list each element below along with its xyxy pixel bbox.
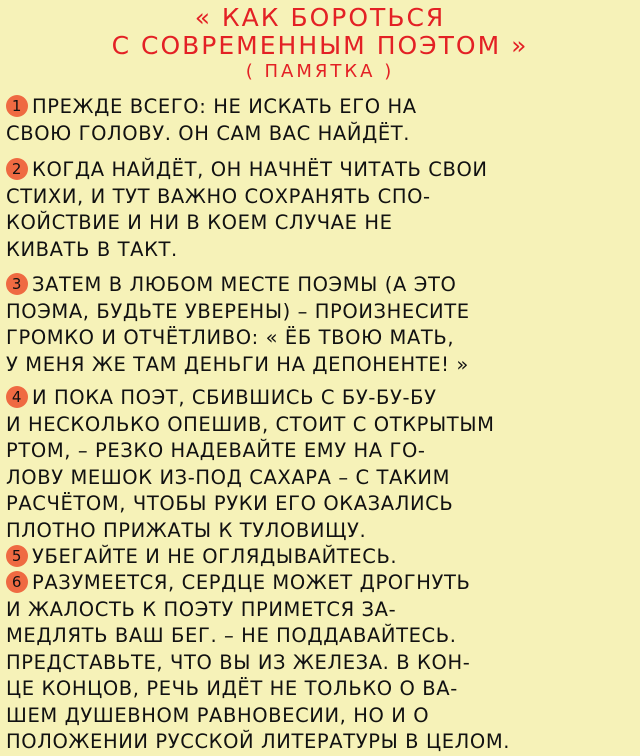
item-6 (6, 570, 634, 756)
item-text: И ПОКА ПОЭТ, СБИВШИСЬ С БУ-БУ-БУ (32, 386, 437, 409)
number-badge: 3 (6, 273, 28, 295)
item-line (6, 272, 634, 299)
item-line: ПОЛОЖЕНИИ РУССКОЙ ЛИТЕРАТУРЫ В ЦЕЛОМ. (6, 730, 511, 753)
item-line: ПЛОТНО ПРИЖАТЫ К ТУЛОВИЩУ. (6, 518, 367, 542)
item-line: РАСЧЁТОМ, ЧТОБЫ РУКИ ЕГО ОКАЗАЛИСЬ (6, 492, 454, 515)
item-line (6, 385, 634, 412)
item-line: ПОЭМА, БУДЬТЕ УВЕРЕНЫ) – ПРОИЗНЕСИТЕ (6, 299, 470, 323)
item-3 (6, 272, 634, 378)
item-line: СВОЮ ГОЛОВУ. ОН САМ ВАС НАЙДЁТ. (6, 121, 411, 145)
item-5 (6, 544, 634, 571)
item-line: ЛОВУ МЕШОК ИЗ-ПОД САХАРА – С ТАКИМ (6, 465, 451, 489)
item-line: ПРЕДСТАВЬТЕ, ЧТО ВЫ ИЗ ЖЕЛЕЗА. В КОН- (6, 650, 471, 674)
item-line (6, 570, 634, 597)
item-line: И НЕСКОЛЬКО ОПЕШИВ, СТОИТ С ОТКРЫТЫМ (6, 412, 495, 436)
item-2 (6, 157, 634, 263)
item-line: ГРОМКО И ОТЧЁТЛИВО: « ЁБ ТВОЮ МАТЬ, (6, 326, 455, 349)
item-line (6, 94, 634, 121)
item-text: РАЗУМЕЕТСЯ, СЕРДЦЕ МОЖЕТ ДРОГНУТЬ (32, 571, 471, 594)
number-badge: 6 (6, 571, 28, 593)
title-block (0, 0, 640, 84)
number-badge: 5 (6, 545, 28, 567)
item-text: ПРЕЖДЕ ВСЕГО: НЕ ИСКАТЬ ЕГО НА (32, 95, 417, 118)
title-line-2: С СОВРЕМЕННЫМ ПОЭТОМ » (111, 31, 529, 60)
item-text: ЗАТЕМ В ЛЮБОМ МЕСТЕ ПОЭМЫ (А ЭТО (32, 273, 457, 296)
item-line: ЦЕ КОНЦОВ, РЕЧЬ ИДЁТ НЕ ТОЛЬКО О ВА- (6, 677, 458, 700)
item-line: ШЕМ ДУШЕВНОМ РАВНОВЕСИИ, НО И О (6, 703, 430, 727)
item-line: КОЙСТВИЕ И НИ В КОЕМ СЛУЧАЕ НЕ (6, 211, 393, 234)
number-badge: 2 (6, 158, 28, 180)
item-line: КИВАТЬ В ТАКТ. (6, 237, 178, 261)
item-line (6, 157, 634, 184)
item-1 (6, 94, 634, 147)
item-text: УБЕГАЙТЕ И НЕ ОГЛЯДЫВАЙТЕСЬ. (32, 545, 398, 568)
item-line: И ЖАЛОСТЬ К ПОЭТУ ПРИМЕТСЯ ЗА- (6, 597, 397, 621)
item-line: МЕДЛЯТЬ ВАШ БЕГ. – НЕ ПОДДАВАЙТЕСЬ. (6, 624, 457, 647)
title-line-1: « КАК БОРОТЬСЯ (194, 3, 446, 32)
number-badge: 4 (6, 386, 28, 408)
item-line (6, 544, 634, 571)
item-4 (6, 385, 634, 544)
item-text: КОГДА НАЙДЁТ, ОН НАЧНЁТ ЧИТАТЬ СВОИ (32, 158, 488, 181)
item-line: РТОМ, – РЕЗКО НАДЕВАЙТЕ ЕМУ НА ГО- (6, 439, 426, 462)
number-badge: 1 (6, 95, 28, 117)
item-line: СТИХИ, И ТУТ ВАЖНО СОХРАНЯТЬ СПО- (6, 184, 431, 208)
item-line: У МЕНЯ ЖЕ ТАМ ДЕНЬГИ НА ДЕПОНЕНТЕ! » (6, 352, 469, 376)
title-subtitle: ( ПАМЯТКА ) (245, 61, 395, 82)
